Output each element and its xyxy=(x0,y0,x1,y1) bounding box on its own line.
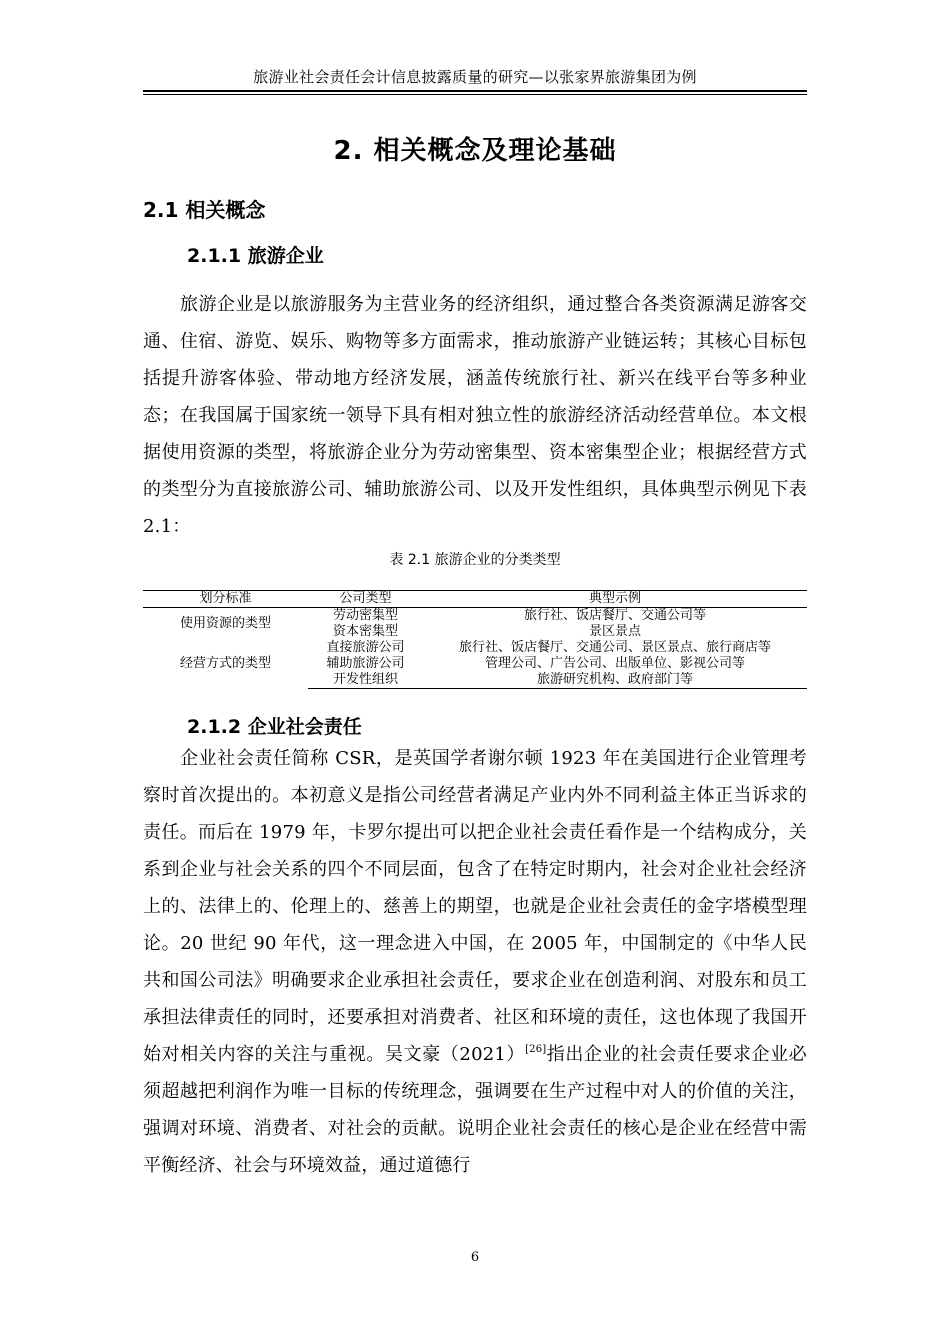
running-header: 旅游业社会责任会计信息披露质量的研究—以张家界旅游集团为例 xyxy=(253,68,697,86)
table-cell-type: 劳动密集型 xyxy=(332,608,398,623)
paragraph-tourism-enterprise: 旅游企业是以旅游服务为主营业务的经济组织，通过整合各类资源满足游客交通、住宿、游览、娱乐、购物等多方面需求，推动旅游产业链运转；其核心目标包括提升游客体验、带动地方经济发展，涵盖传统旅行社、新兴在线平台等多种业态；在我国属于国家统一领导下具有相对独立性的旅游经济活动经营单位。本文根据使用资源的类型，将旅游企业分为劳动密集型、资本密集型企业；根据经营方式的类型分为直接旅游公司、辅助旅游公司、以及开发性组织，具体典型示例见下表 2.1： xyxy=(143,294,807,537)
table-cell-example-wrap xyxy=(423,640,807,656)
citation-reference: [26] xyxy=(525,1044,547,1055)
table-header-row xyxy=(143,591,807,608)
table-cell-example: 旅行社、饭店餐厅、交通公司、景区景点、旅行商店等 xyxy=(458,640,771,655)
table-row xyxy=(143,640,807,656)
table-cell-example: 管理公司、广告公司、出版单位、影视公司等 xyxy=(484,656,745,671)
table-cell-criterion: 使用资源的类型 xyxy=(179,616,271,631)
paragraph-csr-text: 企业社会责任简称 CSR，是英国学者谢尔顿 1923 年在美国进行企业管理考察时首次提出的。本初意义是指公司经营者满足产业内外不同利益主体正当诉求的责任。而后在 1979 年，卡罗尔提出可以把企业社会责任看作是一个结构成分，关系到企业与社会关系的四个不同层面，包含了在特定时期内，社会对企业社会经济上的、法律上的、伦理上的、慈善上的期望，也就是企业社会责任的金字塔模型理论。20 世纪 90 年代，这一理念进入中国，在 2005 年，中国制定的《中华人民共和国公司法》明确要求企业承担社会责任，要求企业在创造利润、对股东和员工承担法律责任的同时，还要承担对消费者、社区和环境的责任，这也体现了我国开始对相关内容的关注与重视。吴文豪（2021） xyxy=(143,748,807,1065)
table-cell-type: 直接旅游公司 xyxy=(326,640,405,655)
section-heading-2-1: 2.1 相关概念 xyxy=(143,198,266,222)
table-row xyxy=(143,608,807,625)
table-cell-example: 旅行社、饭店餐厅、交通公司等 xyxy=(523,608,706,623)
table-cell-type: 开发性组织 xyxy=(308,672,423,689)
table-caption: 表 2.1 旅游企业的分类类型 xyxy=(389,552,561,568)
chapter-title: 2. 相关概念及理论基础 xyxy=(333,136,617,166)
table-cell-example: 旅游研究机构、政府部门等 xyxy=(423,672,807,689)
table-header-cell: 公司类型 xyxy=(308,591,423,608)
header-rule xyxy=(143,90,807,92)
classification-table xyxy=(143,590,807,689)
section-heading-2-1-1: 2.1.1 旅游企业 xyxy=(187,245,324,267)
table-cell-type: 辅助旅游公司 xyxy=(326,656,405,671)
section-heading-2-1-2: 2.1.2 企业社会责任 xyxy=(187,716,362,738)
table-header-cell: 典型示例 xyxy=(423,591,807,608)
page-number: 6 xyxy=(470,1250,480,1265)
table-cell-criterion: 经营方式的类型 xyxy=(179,656,271,672)
table-cell-type: 资本密集型 xyxy=(332,624,398,639)
paragraph-csr xyxy=(143,740,807,1184)
table-cell-example: 景区景点 xyxy=(588,624,641,639)
paragraph-csr-text-continued: 指出企业的社会责任要求企业必须超越把利润作为唯一目标的传统理念，强调要在生产过程中对人的价值的关注，强调对环境、消费者、对社会的贡献。说明企业社会责任的核心是企业在经营中需平衡经济、社会与环境效益，通过道德行 xyxy=(143,1044,807,1176)
table-header-cell: 划分标准 xyxy=(143,591,308,608)
header-rule-thin xyxy=(143,94,807,95)
